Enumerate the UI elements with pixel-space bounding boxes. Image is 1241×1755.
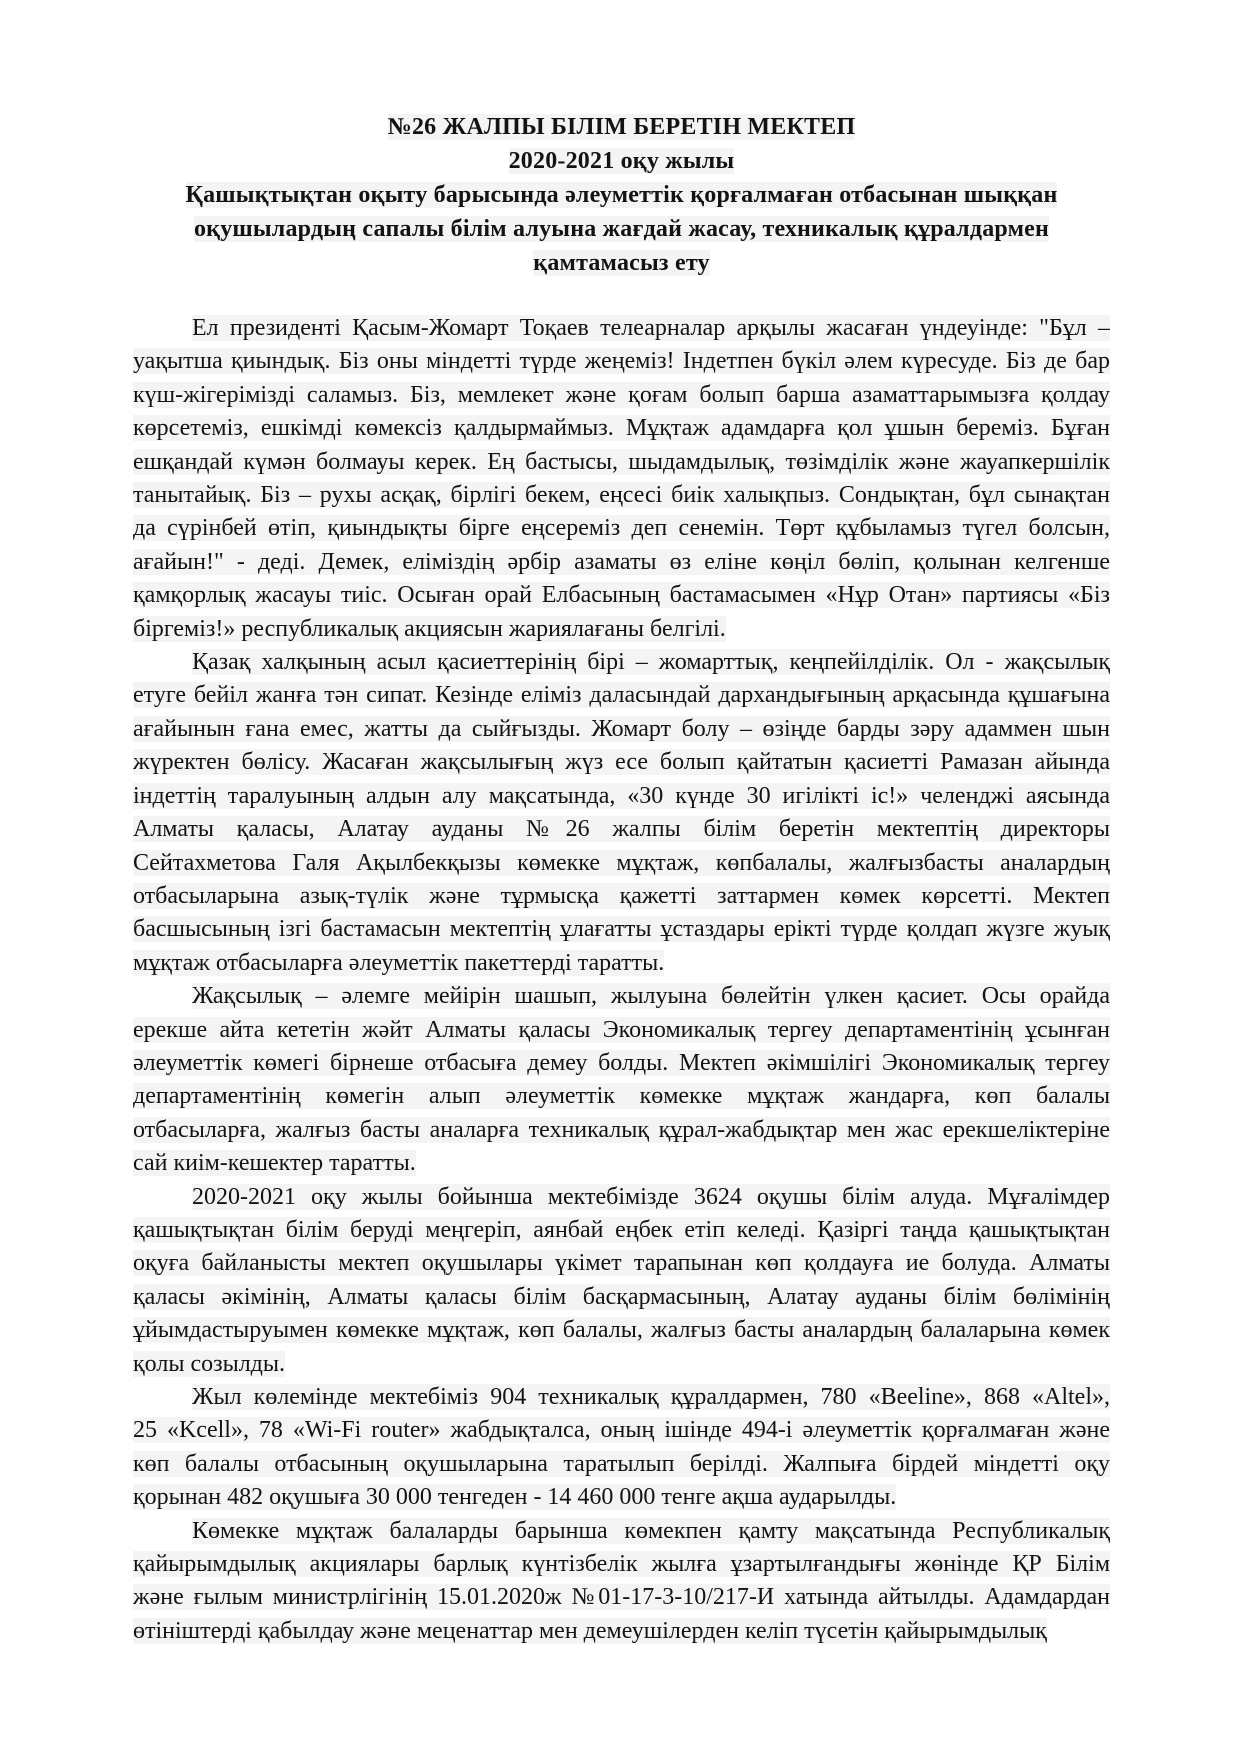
title-line bbox=[133, 144, 1110, 178]
printed-text: ешқандай күмән болмауы керек. Ең бастысы, шыдамдылық, төзімділік және жауапкершілік bbox=[133, 448, 1110, 475]
title-line bbox=[133, 212, 1110, 246]
text-line bbox=[133, 679, 1110, 712]
printed-text: ерекше айта кететін жәйт Алматы қаласы Экономикалық тергеу департаментінің ұсынған bbox=[133, 1016, 1110, 1043]
text-line bbox=[133, 512, 1110, 545]
text-line bbox=[133, 646, 1110, 679]
text-line bbox=[133, 1014, 1110, 1047]
text-line bbox=[133, 713, 1110, 746]
printed-text: және ғылым министрлігінің 15.01.2020ж №01-17-3-10/217-И хатында айтылды. Адамдардан bbox=[133, 1584, 1110, 1611]
printed-text: оқуға байланысты мектеп оқушылары үкімет тарапынан көп қолдауға ие болуда. Алматы bbox=[133, 1250, 1110, 1277]
text-line bbox=[133, 1314, 1110, 1347]
printed-text: Ел президенті Қасым-Жомарт Тоқаев телеарналар арқылы жасаған үндеуінде: "Бұл – bbox=[192, 315, 1110, 341]
printed-text: жүректен бөлісу. Жасаған жақсылығың жүз есе болып қайтатын қасиетті Рамазан айында bbox=[133, 749, 1110, 776]
paragraph bbox=[133, 1381, 1110, 1515]
document-title bbox=[133, 110, 1110, 280]
printed-text: қолы созылды. bbox=[133, 1350, 286, 1377]
text-line bbox=[133, 1548, 1110, 1581]
printed-text: өтініштерді қабылдау және меценаттар мен демеушілерден келіп түсетін қайырымдылық bbox=[133, 1617, 1047, 1644]
printed-text: оқушылардың сапалы білім алуына жағдай жасау, техникалық құралдармен bbox=[193, 216, 1050, 242]
paragraph bbox=[133, 1515, 1110, 1649]
text-line bbox=[133, 1080, 1110, 1113]
printed-text: басшысының ізгі бастамасын мектептің ұлағатты ұстаздары ерікті түрде қолдап жүзге жуық bbox=[133, 916, 1110, 943]
paragraph bbox=[133, 312, 1110, 646]
paragraph bbox=[133, 646, 1110, 980]
text-line bbox=[133, 746, 1110, 779]
printed-text: көрсетеміз, ешкімді көмексіз қалдырмаймыз. Мұқтаж адамдарға қол ұшын береміз. Бұған bbox=[133, 415, 1110, 442]
printed-text: Көмекке мұқтаж балаларды барынша көмекпен қамту мақсатында Республикалық bbox=[192, 1517, 1110, 1544]
title-line bbox=[133, 246, 1110, 280]
text-line bbox=[133, 1214, 1110, 1247]
text-line bbox=[133, 1414, 1110, 1447]
printed-text: ағайынын ғана емес, жатты да сыйғызды. Жомарт болу – өзіңде барды зәру адаммен шын bbox=[133, 715, 1110, 742]
text-line bbox=[133, 1181, 1110, 1214]
text-line bbox=[133, 980, 1110, 1013]
printed-text: қаласы әкімінің, Алматы қаласы білім басқармасының, Алатау ауданы білім бөлімінің bbox=[133, 1283, 1110, 1310]
text-line bbox=[133, 847, 1110, 880]
printed-text: №26 ЖАЛПЫ БІЛІМ БЕРЕТІН МЕКТЕП bbox=[387, 114, 856, 140]
text-line bbox=[133, 1448, 1110, 1481]
printed-text: сай киім-кешектер таратты. bbox=[133, 1150, 416, 1177]
title-line bbox=[133, 110, 1110, 144]
text-line bbox=[133, 1581, 1110, 1614]
printed-text: танытайық. Біз – рухы асқақ, бірлігі бекем, еңсесі биік халықпыз. Сондықтан, бұл сынақтан bbox=[133, 482, 1110, 509]
printed-text: Алматы қаласы, Алатау ауданы №26 жалпы білім беретін мектептің директоры bbox=[133, 816, 1110, 843]
printed-text: көп балалы отбасының оқушыларына таратылып берілді. Жалпыға бірдей міндетті оқу bbox=[133, 1450, 1110, 1477]
text-line bbox=[133, 1381, 1110, 1414]
text-line bbox=[133, 579, 1110, 612]
printed-text: 2020-2021 оқу жылы bbox=[508, 148, 735, 174]
text-line bbox=[133, 1114, 1110, 1147]
printed-text: Қазақ халқының асыл қасиеттерінің бірі – жомарттық, кеңпейілділік. Ол - жақсылық bbox=[192, 649, 1110, 676]
printed-text: қашықтықтан білім беруді меңгеріп, аянбай еңбек етіп келеді. Қазіргі таңда қашықтықтан bbox=[133, 1216, 1110, 1243]
text-line bbox=[133, 1147, 1110, 1180]
text-line bbox=[133, 1481, 1110, 1514]
title-line bbox=[133, 178, 1110, 212]
text-line bbox=[133, 780, 1110, 813]
printed-text: қамтамасыз ету bbox=[533, 250, 710, 276]
printed-text: да сүрінбей өтіп, қиындықты бірге еңсереміз деп сенемін. Төрт құбыламыз түгел болсын, bbox=[133, 515, 1110, 542]
text-line bbox=[133, 1615, 1110, 1648]
text-line bbox=[133, 312, 1110, 345]
text-line bbox=[133, 1348, 1110, 1381]
printed-text: күш-жігерімізді саламыз. Біз, мемлекет және қоғам болып барша азаматтарымызға қолдау bbox=[133, 381, 1110, 408]
printed-text: ұйымдастыруымен көмекке мұқтаж, көп балалы, жалғыз басты аналардың балаларына көмек bbox=[133, 1317, 1110, 1344]
printed-text: індеттің таралуының алдын алу мақсатында, «30 күнде 30 игілікті іс!» челенджі аясында bbox=[133, 782, 1110, 809]
printed-text: Сейтахметова Галя Ақылбекқызы көмекке мұқтаж, көпбалалы, жалғызбасты аналардың bbox=[133, 849, 1110, 876]
printed-text: 2020-2021 оқу жылы бойынша мектебімізде 3624 оқушы білім алуда. Мұғалімдер bbox=[192, 1183, 1110, 1210]
text-line bbox=[133, 379, 1110, 412]
printed-text: Жақсылық – әлемге мейірін шашып, жылуына бөлейтін үлкен қасиет. Осы орайда bbox=[192, 983, 1110, 1010]
document-body bbox=[133, 312, 1110, 1648]
text-line bbox=[133, 947, 1110, 980]
paragraph bbox=[133, 980, 1110, 1180]
text-line bbox=[133, 546, 1110, 579]
text-line bbox=[133, 880, 1110, 913]
text-line bbox=[133, 1047, 1110, 1080]
printed-text: отбасыларына азық-түлік және тұрмысқа қажетті заттармен көмек көрсетті. Мектеп bbox=[133, 882, 1110, 909]
text-line bbox=[133, 412, 1110, 445]
printed-text: уақытша қиындық. Біз оны міндетті түрде жеңеміз! Індетпен бүкіл әлем күресуде. Біз де бар bbox=[133, 348, 1110, 375]
printed-text: отбасыларға, жалғыз басты аналарға техникалық құрал-жабдықтар мен жас ерекшеліктеріне bbox=[133, 1116, 1110, 1143]
printed-text: әлеуметтік көмегі бірнеше отбасыға демеу болды. Мектеп әкімшілігі Экономикалық тергеу bbox=[133, 1049, 1110, 1076]
printed-text: қорынан 482 оқушыға 30 000 тенгеден - 14 460 000 тенге ақша аударылды. bbox=[133, 1484, 897, 1511]
printed-text: қайырымдылық акциялары барлық күнтізбелік жылға ұзартылғандығы жөнінде ҚР Білім bbox=[133, 1551, 1110, 1578]
printed-text: Қашықтықтан оқыту барысында әлеуметтік қорғалмаған отбасынан шыққан bbox=[185, 182, 1058, 208]
printed-text: етуге бейіл жанға тән сипат. Кезінде еліміз даласындай дархандығының арқасында құшағына bbox=[133, 682, 1110, 709]
text-line bbox=[133, 1247, 1110, 1280]
text-line bbox=[133, 613, 1110, 646]
text-line bbox=[133, 1281, 1110, 1314]
printed-text: ағайын!" - деді. Демек, еліміздің әрбір азаматы өз еліне көңіл бөліп, қолынан келгенше bbox=[133, 548, 1110, 575]
printed-text: қамқорлық жасауы тиіс. Осыған орай Елбасының бастамасымен «Нұр Отан» партиясы «Біз bbox=[133, 582, 1110, 609]
paragraph bbox=[133, 1181, 1110, 1381]
text-line bbox=[133, 345, 1110, 378]
printed-text: 25 «Kcell», 78 «Wi-Fi router» жабдықталса, оның ішінде 494-і әлеуметтік қорғалмаған және bbox=[133, 1417, 1110, 1444]
printed-text: департаментінің көмегін алып әлеуметтік көмекке мұқтаж жандарға, көп балалы bbox=[133, 1083, 1110, 1110]
text-line bbox=[133, 479, 1110, 512]
text-line bbox=[133, 913, 1110, 946]
printed-text: мұқтаж отбасыларға әлеуметтік пакеттерді таратты. bbox=[133, 949, 665, 976]
text-line bbox=[133, 813, 1110, 846]
printed-text: біргеміз!» республикалық акциясын жариялағаны белгілі. bbox=[133, 615, 726, 642]
text-line bbox=[133, 446, 1110, 479]
printed-text: Жыл көлемінде мектебіміз 904 техникалық құралдармен, 780 «Beeline», 868 «Altel», bbox=[192, 1384, 1110, 1410]
text-line bbox=[133, 1515, 1110, 1548]
